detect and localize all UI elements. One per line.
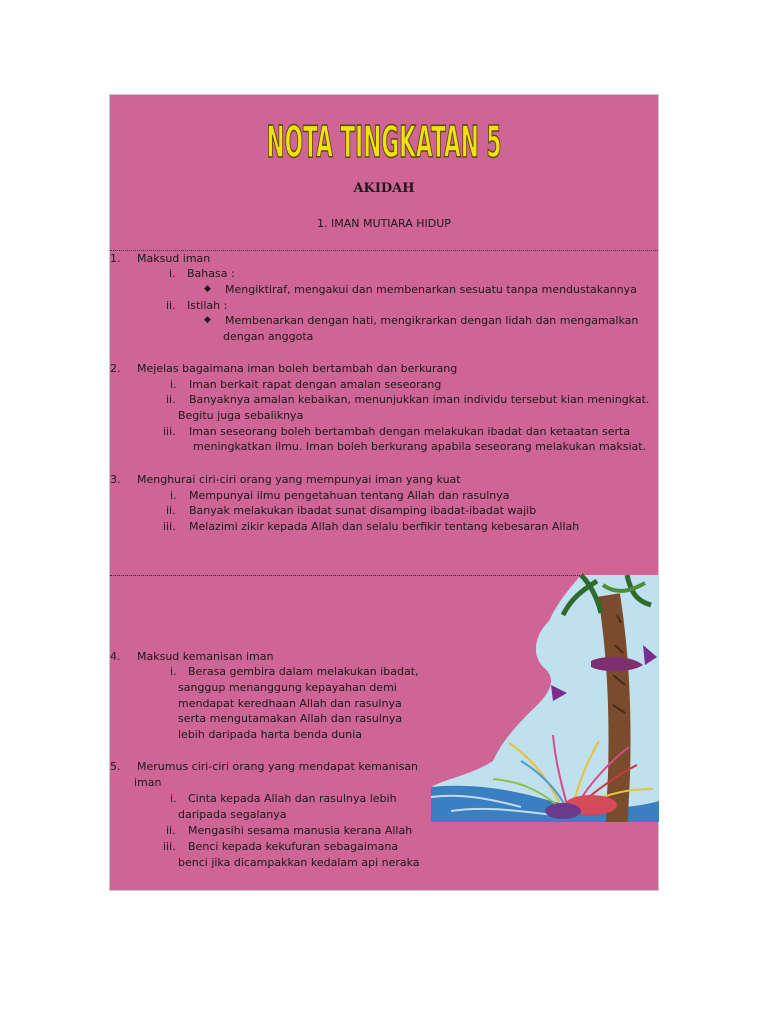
item-text: Bahasa : <box>187 267 235 280</box>
item-text: Mengasihi sesama manusia kerana Allah <box>188 824 413 837</box>
page-title: AKIDAH <box>353 181 415 196</box>
section-title: Merumus ciri-ciri orang yang mendapat kemanisan <box>137 760 419 773</box>
page-subtitle: 1. IMAN MUTIARA HIDUP <box>317 217 451 230</box>
item-number: i. <box>170 489 177 502</box>
item-text: lebih daripada harta benda dunia <box>178 728 363 741</box>
item-text: Istilah : <box>187 299 228 312</box>
tree-illustration <box>431 575 659 822</box>
note-page <box>109 94 659 891</box>
bullet-text: Membenarkan dengan hati, mengikrarkan dengan lidah dan mengamalkan <box>225 314 639 327</box>
item-number: ii. <box>166 824 176 837</box>
item-number: i. <box>170 378 177 391</box>
item-number: ii. <box>166 504 176 517</box>
section-number: 2. <box>110 362 121 375</box>
item-number: iii. <box>163 840 176 853</box>
section-title: Menghurai ciri-ciri orang yang mempunyai iman yang kuat <box>137 473 461 486</box>
diamond-bullet-icon: ◆ <box>204 315 211 325</box>
item-text: Melazimi zikir kepada Allah dan selalu berfikir tentang kebesaran Allah <box>189 520 580 533</box>
item-text: sanggup menanggung kepayahan demi <box>178 681 397 694</box>
item-text: Cinta kepada Allah dan rasulnya lebih <box>188 792 397 805</box>
item-number: ii. <box>166 393 176 406</box>
item-text: benci jika dicampakkan kedalam api neraka <box>178 856 420 869</box>
item-text: serta mengutamakan Allah dan rasulnya <box>178 712 403 725</box>
section-title: Maksud kemanisan iman <box>137 650 274 663</box>
item-text: Berasa gembira dalam melakukan ibadat, <box>188 665 419 678</box>
section-number: 3. <box>110 473 121 486</box>
item-text: meningkatkan ilmu. Iman boleh berkurang apabila seseorang melakukan maksiat. <box>193 440 647 453</box>
item-text: Benci kepada kekufuran sebagaimana <box>188 840 399 853</box>
section-number: 4. <box>110 650 121 663</box>
bullet-text: dengan anggota <box>223 330 314 343</box>
bullet-text: Mengiktiraf, mengakui dan membenarkan sesuatu tanpa mendustakannya <box>225 283 637 296</box>
item-number: i. <box>169 267 176 280</box>
item-text: Iman berkait rapat dengan amalan seseorang <box>189 378 442 391</box>
item-text: Mempunyai ilmu pengetahuan tentang Allah dan rasulnya <box>189 489 510 502</box>
item-text: Banyaknya amalan kebaikan, menunjukkan iman individu tersebut kian meningkat. <box>189 393 650 406</box>
section-number: 1. <box>110 252 121 265</box>
diamond-bullet-icon: ◆ <box>204 284 211 294</box>
item-text: daripada segalanya <box>178 808 287 821</box>
item-number: iii. <box>163 425 176 438</box>
item-text: Banyak melakukan ibadat sunat disamping ibadat-ibadat wajib <box>189 504 537 517</box>
item-text: Begitu juga sebaliknya <box>178 409 304 422</box>
section-title: Maksud iman <box>137 252 211 265</box>
item-number: i. <box>170 665 177 678</box>
item-number: iii. <box>163 520 176 533</box>
item-number: ii. <box>166 299 176 312</box>
item-number: i. <box>170 792 177 805</box>
item-text: mendapat keredhaan Allah dan rasulnya <box>178 697 402 710</box>
section-title-cont: iman <box>134 776 162 789</box>
section-number: 5. <box>110 760 121 773</box>
nota-tingkatan-5-banner <box>262 97 507 167</box>
item-text: Iman seseorang boleh bertambah dengan melakukan ibadat dan ketaatan serta <box>189 425 631 438</box>
banner-text: NOTA TINGKATAN 5 <box>266 117 502 168</box>
section-title: Mejelas bagaimana iman boleh bertambah dan berkurang <box>137 362 458 375</box>
